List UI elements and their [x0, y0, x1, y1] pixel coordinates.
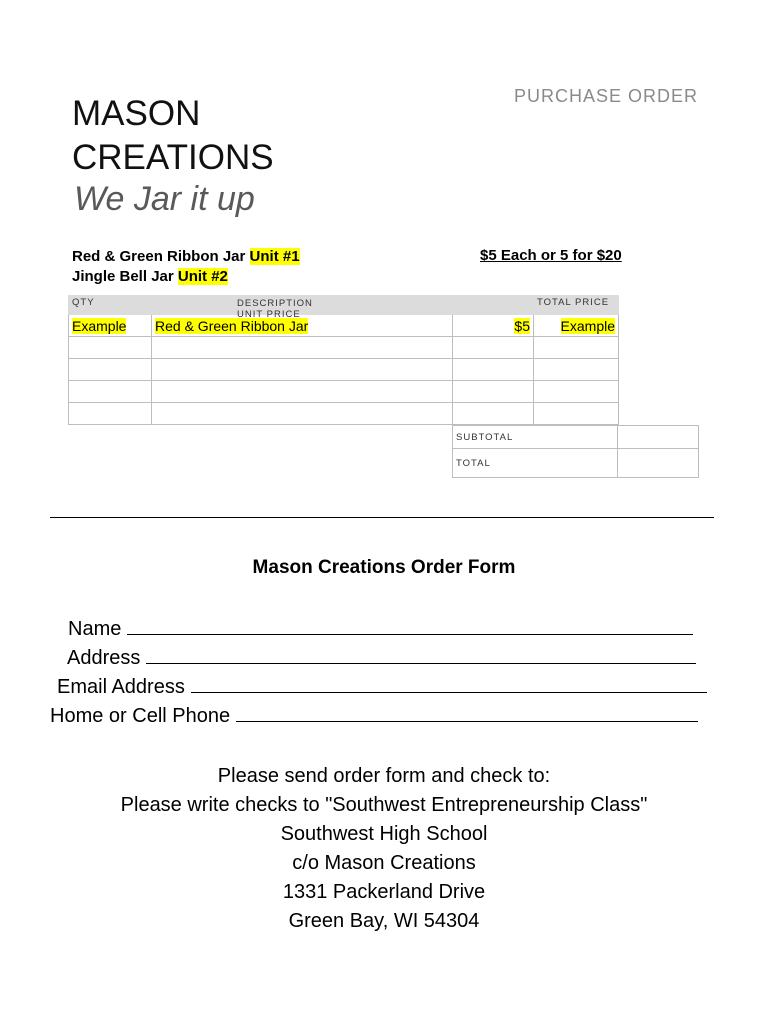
description-cell[interactable]	[152, 337, 453, 359]
order-form-title: Mason Creations Order Form	[252, 557, 516, 578]
subtotal-value-cell[interactable]	[618, 426, 699, 449]
description-cell[interactable]	[152, 381, 453, 403]
product-2-name: Jingle Bell Jar	[72, 268, 178, 285]
instructions-line-4: c/o Mason Creations	[292, 852, 476, 874]
name-field[interactable]	[68, 616, 693, 644]
description-header	[152, 296, 534, 320]
email-label: Email Address	[57, 676, 185, 698]
qty-cell[interactable]	[69, 403, 152, 425]
description-header-label: DESCRIPTION	[237, 298, 313, 309]
total-cell[interactable]	[534, 337, 619, 359]
name-line[interactable]	[127, 616, 693, 635]
description-value: Red & Green Ribbon Jar	[155, 317, 309, 334]
order-items-table	[68, 295, 619, 425]
total-cell[interactable]	[534, 315, 619, 337]
unit-price-header-label: UNIT PRICE	[237, 309, 301, 320]
unit-price-cell[interactable]	[453, 337, 534, 359]
company-name	[72, 92, 274, 180]
qty-cell[interactable]	[69, 337, 152, 359]
document-type-label: PURCHASE ORDER	[513, 86, 698, 106]
total-price-header: TOTAL PRICE	[534, 296, 619, 315]
qty-value: Example	[72, 317, 127, 334]
instructions-line-5: 1331 Packerland Drive	[282, 881, 486, 903]
mailing-instructions	[0, 762, 768, 936]
address-line[interactable]	[146, 645, 696, 664]
table-row	[69, 315, 619, 337]
product-1-unit: Unit #1	[249, 248, 300, 265]
phone-label: Home or Cell Phone	[50, 705, 231, 727]
qty-cell[interactable]	[69, 359, 152, 381]
name-label: Name	[68, 618, 122, 640]
total-cell[interactable]	[534, 403, 619, 425]
table-row	[69, 337, 619, 359]
product-line-2	[72, 267, 300, 287]
qty-cell[interactable]	[69, 381, 152, 403]
address-field[interactable]	[67, 645, 696, 673]
unit-price-cell[interactable]	[453, 403, 534, 425]
qty-cell[interactable]	[69, 315, 152, 337]
email-line[interactable]	[191, 674, 707, 693]
subtotal-row	[453, 426, 699, 449]
phone-line[interactable]	[236, 703, 698, 722]
unit-price-value: $5	[514, 317, 530, 334]
total-row	[453, 449, 699, 478]
section-divider	[50, 517, 714, 518]
total-label: TOTAL	[453, 449, 618, 478]
price-note: $5 Each or 5 for $20	[480, 247, 622, 264]
unit-price-cell[interactable]	[453, 315, 534, 337]
table-row	[69, 381, 619, 403]
total-cell[interactable]	[534, 381, 619, 403]
qty-header: QTY	[69, 296, 152, 315]
email-field[interactable]	[57, 674, 707, 702]
instructions-line-2: Please write checks to "Southwest Entrepreneurship Class"	[120, 794, 648, 816]
table-row	[69, 403, 619, 425]
description-cell[interactable]	[152, 359, 453, 381]
product-line-1	[72, 247, 300, 267]
subtotal-label: SUBTOTAL	[453, 426, 618, 449]
company-name-line1: MASON	[72, 94, 201, 133]
table-header-row	[69, 296, 619, 315]
totals-table	[452, 425, 699, 478]
description-cell[interactable]	[152, 315, 453, 337]
product-1-name: Red & Green Ribbon Jar	[72, 248, 250, 265]
address-label: Address	[67, 647, 141, 669]
description-cell[interactable]	[152, 403, 453, 425]
instructions-line-3: Southwest High School	[280, 823, 488, 845]
product-2-unit: Unit #2	[177, 268, 228, 285]
instructions-line-1: Please send order form and check to:	[217, 765, 551, 787]
total-cell[interactable]	[534, 359, 619, 381]
total-value: Example	[560, 317, 615, 334]
company-tagline: We Jar it up	[74, 180, 255, 218]
total-value-cell[interactable]	[618, 449, 699, 478]
company-name-line2: CREATIONS	[72, 138, 274, 177]
phone-field[interactable]	[50, 703, 698, 731]
product-list	[72, 247, 300, 287]
table-row	[69, 359, 619, 381]
instructions-line-6: Green Bay, WI 54304	[288, 910, 480, 932]
unit-price-cell[interactable]	[453, 381, 534, 403]
unit-price-cell[interactable]	[453, 359, 534, 381]
